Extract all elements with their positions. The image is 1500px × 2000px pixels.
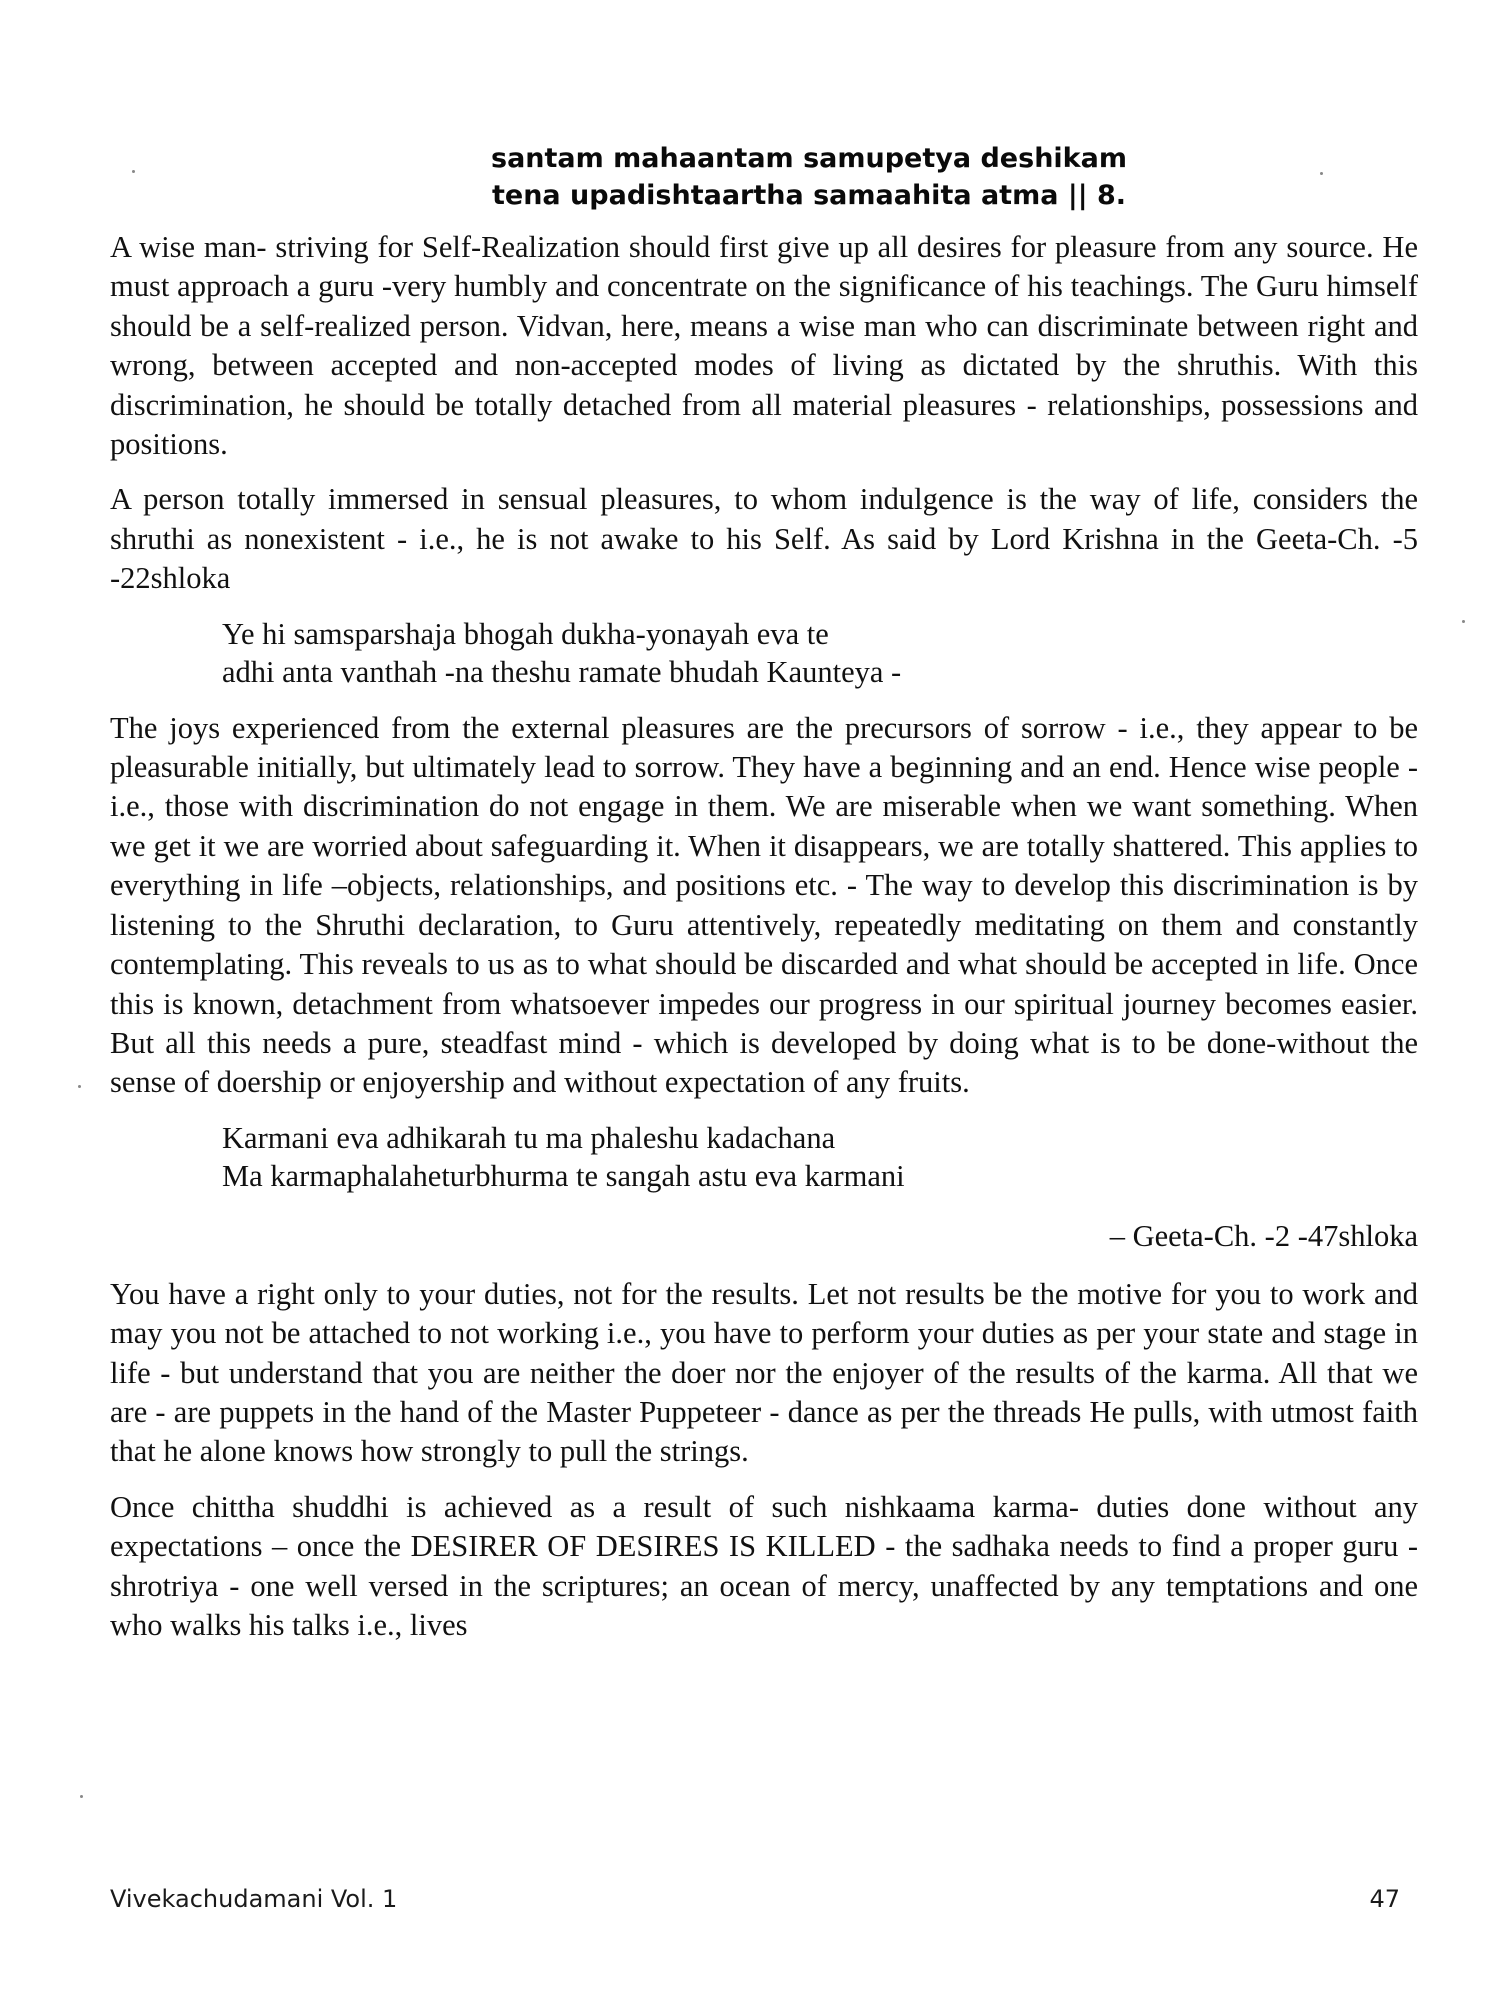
paragraph-sensual-pleasures: A person totally immersed in sensual pleasures, to whom indulgence is the way of life, considers the shruthi as nonexistent - i.e., he is not awake to his Self. As said by Lord Krishna in the Geeta-Ch. -5 -22shloka bbox=[110, 482, 1418, 596]
scan-speck bbox=[80, 1795, 83, 1798]
book-page bbox=[110, 140, 1418, 1661]
scan-speck bbox=[1320, 172, 1323, 175]
verse-heading bbox=[200, 140, 1418, 214]
verse-line-2: tena upadishtaartha samaahita atma || 8. bbox=[491, 180, 1127, 211]
paragraph-right-to-duties: You have a right only to your duties, not for the results. Let not results be the motive for you to work and may you not be attached to not working i.e., you have to perform your duties as per your state and stage in life - but understand that you are neither the doer nor the enjoyer of the results of the karma. All that we are - are puppets in the hand of the Master Puppeteer - dance as per the threads He pulls, with utmost faith that he alone knows how strongly to pull the strings. bbox=[110, 1276, 1418, 1469]
page-footer bbox=[110, 1885, 1400, 1913]
paragraph-wise-man: A wise man- striving for Self-Realization should first give up all desires for pleasure from any source. He must approach a guru -very humbly and concentrate on the significance of his teachings. The Guru himself should be a self-realized person. Vidvan, here, means a wise man who can discriminate between right and wrong, between accepted and non-accepted modes of living as dictated by the shruthis. With this discrimination, he should be totally detached from all material pleasures - relationships, possessions and positions. bbox=[110, 230, 1418, 462]
shloka-line: Ma karmaphalaheturbhurma te sangah astu eva karmani bbox=[222, 1158, 905, 1193]
page-number: 47 bbox=[1369, 1885, 1400, 1913]
shloka-geeta-5-22 bbox=[222, 615, 1418, 691]
paragraph-chittha-shuddhi: Once chittha shuddhi is achieved as a result of such nishkaama karma- duties done without any expectations – once the DESIRER OF DESIRES IS KILLED - the sadhaka needs to find a proper guru - shrotriya - one well versed in the scriptures; an ocean of mercy, unaffected by any temptations and one who walks his talks i.e., lives bbox=[110, 1489, 1418, 1642]
shloka-line: adhi anta vanthah -na theshu ramate bhudah Kaunteya - bbox=[222, 654, 902, 689]
shloka-citation: – Geeta-Ch. -2 -47shloka bbox=[1109, 1218, 1418, 1253]
scan-speck bbox=[1462, 620, 1465, 623]
shloka-line: Karmani eva adhikarah tu ma phaleshu kadachana bbox=[222, 1120, 836, 1155]
book-title: Vivekachudamani Vol. 1 bbox=[110, 1885, 398, 1913]
verse-line-1: santam mahaantam samupetya deshikam bbox=[491, 143, 1127, 174]
scan-speck bbox=[132, 170, 135, 173]
shloka-line: Ye hi samsparshaja bhogah dukha-yonayah eva te bbox=[222, 616, 829, 651]
paragraph-joys: The joys experienced from the external pleasures are the precursors of sorrow - i.e., they appear to be pleasurable initially, but ultimately lead to sorrow. They have a beginning and an end. Hence wise people - i.e., those with discrimination do not engage in them. We are miserable when we want something. When we get it we are worried about safeguarding it. When it disappears, we are totally shattered. This applies to everything in life –objects, relationships, and positions etc. - The way to develop this discrimination is by listening to the Shruthi declaration, to Guru attentively, repeatedly meditating on them and constantly contemplating. This reveals to us as to what should be discarded and what should be accepted in life. Once this is known, detachment from whatsoever impedes our progress in our spiritual journey becomes easier. But all this needs a pure, steadfast mind - which is developed by doing what is to be done-without the sense of doership or enjoyership and without expectation of any fruits. bbox=[110, 710, 1418, 1100]
shloka-geeta-2-47 bbox=[222, 1119, 1418, 1195]
scan-speck bbox=[78, 1085, 81, 1088]
